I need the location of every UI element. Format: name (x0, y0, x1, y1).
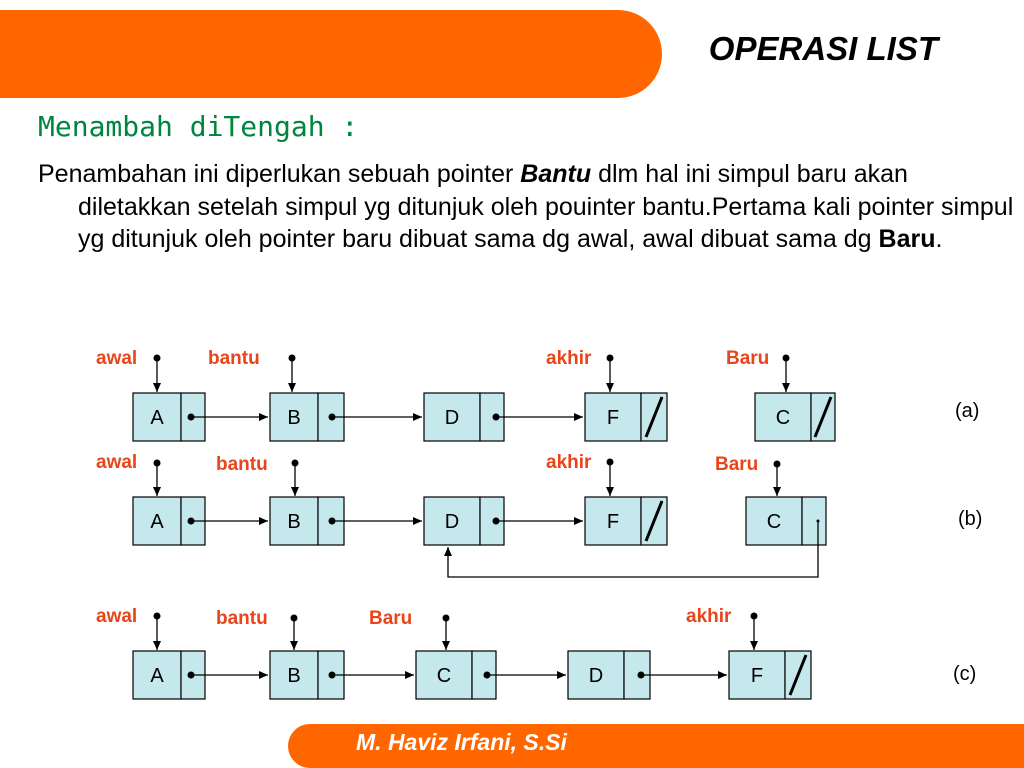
pointer-label-baru: Baru (715, 454, 759, 475)
node-label: C (766, 511, 782, 533)
case-label-a: (a) (955, 400, 980, 422)
node-label: D (444, 407, 460, 429)
para-period: . (935, 225, 943, 253)
node-label: D (444, 511, 460, 533)
para-text-1: Penambahan ini diperlukan sebuah pointer (38, 160, 521, 188)
case-a (96, 348, 979, 441)
pointer-label-akhir: akhir (546, 348, 592, 369)
case-label-b: (b) (958, 508, 983, 530)
node-label: B (287, 665, 301, 687)
pointer-label-akhir: akhir (546, 452, 592, 473)
pointer-label-awal: awal (96, 348, 138, 369)
node-label: D (588, 665, 604, 687)
pointer-label-awal: awal (96, 606, 138, 627)
node-label: F (750, 665, 764, 687)
pointer-label-bantu: bantu (216, 454, 268, 475)
pointer-label-baru: Baru (369, 608, 413, 629)
pointer-label-bantu: bantu (208, 348, 260, 369)
para-text-2: dlm hal ini simpul baru akan diletakkan setelah simpul yg ditunjuk oleh pouinter bantu.Pertama kali pointer simpul yg ditunjuk oleh pointer baru dibuat sama dg awal, awal dibuat sama dg (78, 160, 1014, 253)
node-label: A (150, 665, 164, 687)
pointer-label-bantu: bantu (216, 608, 268, 629)
node-label: C (775, 407, 791, 429)
node-label: F (606, 407, 620, 429)
case-b (96, 452, 982, 577)
node-label: A (150, 511, 164, 533)
slide-title: OPERASI LIST (708, 30, 938, 67)
case-label-c: (c) (953, 663, 977, 685)
pointer-label-akhir: akhir (686, 606, 732, 627)
node-label: C (436, 665, 452, 687)
section-subtitle: Menambah diTengah : (38, 110, 359, 143)
footer-author: M. Haviz Irfani, S.Si (356, 729, 567, 755)
node-label: B (287, 511, 301, 533)
node-label: F (606, 511, 620, 533)
node-label: A (150, 407, 164, 429)
para-bantu-emphasis: Bantu (520, 160, 592, 188)
pointer-label-baru: Baru (726, 348, 770, 369)
pointer-label-awal: awal (96, 452, 138, 473)
case-c (96, 606, 976, 699)
para-baru-emphasis: Baru (878, 225, 936, 253)
node-label: B (287, 407, 301, 429)
